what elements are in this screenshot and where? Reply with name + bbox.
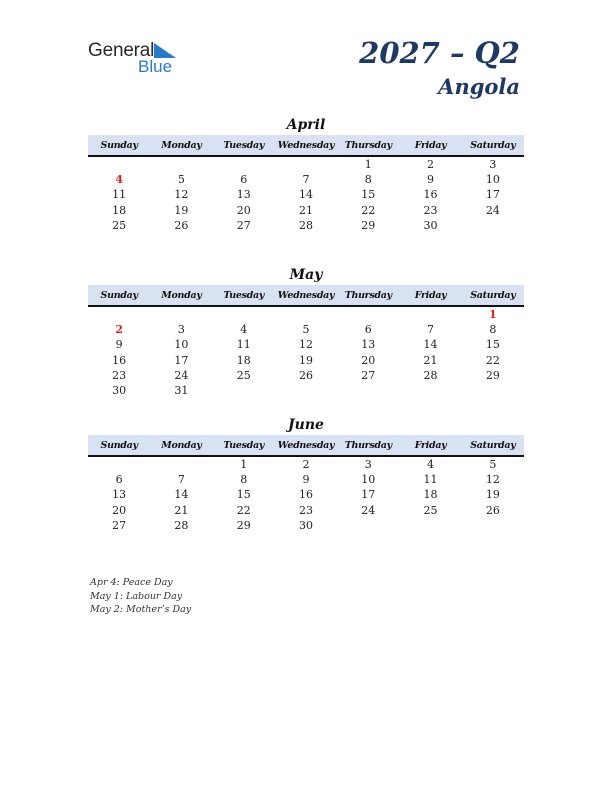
empty-day-cell	[150, 307, 212, 322]
month-title: April	[286, 117, 326, 133]
week-row	[88, 187, 524, 202]
weekday-label: Tuesday	[223, 140, 265, 151]
day-cell: 28	[298, 218, 313, 232]
month-april	[88, 116, 524, 233]
day-cell: 7	[177, 473, 185, 487]
weekday-label: Thursday	[344, 290, 392, 301]
day-cell: 25	[112, 218, 127, 232]
day-cell: 13	[361, 338, 376, 352]
day-cell: 9	[302, 473, 310, 487]
weekday-label: Saturday	[470, 290, 516, 301]
week-row	[88, 322, 524, 337]
weekday-label: Sunday	[100, 140, 138, 151]
day-cell: 8	[240, 473, 248, 487]
day-cell: 18	[236, 353, 251, 367]
day-cell: 26	[485, 503, 500, 517]
day-cell: 26	[298, 368, 313, 382]
empty-day-cell	[88, 157, 150, 172]
week-row	[88, 337, 524, 352]
day-cell: 13	[236, 188, 251, 202]
day-cell: 15	[485, 338, 500, 352]
day-cell: 12	[174, 188, 189, 202]
day-cell: 21	[298, 203, 313, 217]
day-cell: 27	[236, 218, 251, 232]
month-title: June	[288, 417, 324, 433]
day-cell: 6	[115, 473, 123, 487]
holiday-note: Apr 4: Peace Day	[90, 577, 173, 588]
empty-day-cell	[462, 218, 524, 233]
holiday-note: May 2: Mother’s Day	[90, 604, 192, 615]
day-cell: 19	[485, 488, 500, 502]
day-cell: 28	[423, 368, 438, 382]
day-cell: 6	[240, 173, 248, 187]
day-cell: 27	[112, 518, 127, 532]
day-cell: 8	[364, 173, 372, 187]
day-cell: 7	[302, 173, 310, 187]
weekday-label: Monday	[161, 440, 202, 451]
day-cell: 30	[112, 383, 127, 397]
day-cell: 14	[298, 188, 313, 202]
weekday-label: Sunday	[100, 290, 138, 301]
week-row	[88, 457, 524, 472]
day-cell: 2	[427, 158, 435, 171]
weekday-label: Friday	[414, 440, 447, 451]
day-cell: 20	[361, 353, 376, 367]
day-cell: 21	[423, 353, 438, 367]
weekday-label: Tuesday	[223, 290, 265, 301]
day-cell: 9	[115, 338, 123, 352]
weekday-header-row	[88, 135, 524, 157]
week-row	[88, 368, 524, 383]
empty-day-cell	[213, 307, 275, 322]
day-cell: 22	[236, 503, 251, 517]
day-cell: 29	[361, 218, 376, 232]
day-cell: 30	[423, 218, 438, 232]
day-cell: 19	[174, 203, 189, 217]
day-cell: 12	[485, 473, 500, 487]
weekday-header-row	[88, 285, 524, 307]
week-row	[88, 518, 524, 533]
weekday-label: Monday	[161, 290, 202, 301]
day-cell: 3	[489, 158, 497, 171]
month-june	[88, 416, 524, 533]
empty-day-cell	[213, 157, 275, 172]
empty-day-cell	[275, 307, 337, 322]
day-cell: 24	[361, 503, 376, 517]
month-may	[88, 266, 524, 398]
weekday-label: Monday	[161, 140, 202, 151]
day-cell: 19	[298, 353, 313, 367]
day-cell: 16	[112, 353, 127, 367]
day-cell: 7	[427, 323, 435, 337]
day-cell: 26	[174, 218, 189, 232]
weekday-label: Friday	[414, 290, 447, 301]
day-cell: 15	[236, 488, 251, 502]
empty-day-cell	[462, 383, 524, 398]
day-cell: 2	[302, 458, 310, 471]
logo-blue-text: Blue	[138, 57, 173, 76]
day-cell: 13	[112, 488, 127, 502]
weekday-header-row	[88, 435, 524, 457]
day-cell: 12	[298, 338, 313, 352]
day-cell: 5	[489, 458, 497, 471]
month-title: May	[289, 267, 323, 283]
day-cell: 1	[364, 158, 372, 171]
day-cell: 17	[361, 488, 376, 502]
weekday-label: Saturday	[470, 140, 516, 151]
holiday-notes	[90, 576, 191, 617]
day-cell: 29	[236, 518, 251, 532]
week-row	[88, 487, 524, 502]
empty-day-cell	[462, 518, 524, 533]
day-cell: 24	[174, 368, 189, 382]
week-row	[88, 353, 524, 368]
empty-day-cell	[337, 307, 399, 322]
empty-day-cell	[399, 383, 461, 398]
day-cell: 21	[174, 503, 189, 517]
day-cell: 9	[427, 173, 435, 187]
week-row	[88, 383, 524, 398]
day-cell: 15	[361, 188, 376, 202]
day-cell: 5	[302, 323, 310, 337]
weekday-label: Wednesday	[277, 140, 335, 151]
weekday-label: Thursday	[344, 440, 392, 451]
day-cell: 8	[489, 323, 497, 337]
empty-day-cell	[150, 157, 212, 172]
day-cell: 28	[174, 518, 189, 532]
day-cell: 23	[298, 503, 313, 517]
day-cell: 22	[485, 353, 500, 367]
day-cell: 18	[423, 488, 438, 502]
day-cell: 4	[427, 458, 435, 471]
week-row	[88, 503, 524, 518]
empty-day-cell	[337, 383, 399, 398]
day-cell: 11	[236, 338, 251, 352]
weekday-label: Friday	[414, 140, 447, 151]
weekday-label: Sunday	[100, 440, 138, 451]
day-cell: 23	[423, 203, 438, 217]
day-cell: 29	[485, 368, 500, 382]
logo-triangle-icon	[154, 43, 176, 58]
empty-day-cell	[275, 383, 337, 398]
day-cell: 10	[174, 338, 189, 352]
logo-general-text: General	[88, 40, 155, 61]
day-cell: 17	[485, 188, 500, 202]
day-cell: 14	[423, 338, 438, 352]
page-title: 2027 – Q2	[359, 36, 520, 70]
country-name: Angola	[438, 74, 520, 99]
holiday-note: May 1: Labour Day	[90, 590, 183, 602]
empty-day-cell	[399, 307, 461, 322]
day-cell: 16	[298, 488, 313, 502]
day-cell: 5	[177, 173, 185, 187]
empty-day-cell	[399, 518, 461, 533]
day-cell: 11	[112, 188, 127, 202]
day-cell: 3	[364, 458, 372, 471]
day-cell: 30	[298, 518, 313, 532]
day-cell: 6	[364, 323, 372, 337]
empty-day-cell	[337, 518, 399, 533]
day-cell: 17	[174, 353, 189, 367]
week-row	[88, 157, 524, 172]
day-cell: 10	[485, 173, 500, 187]
day-cell: 22	[361, 203, 376, 217]
day-cell: 14	[174, 488, 189, 502]
empty-day-cell	[150, 457, 212, 472]
weekday-label: Wednesday	[277, 440, 335, 451]
day-cell: 3	[177, 323, 185, 337]
weekday-label: Tuesday	[223, 440, 265, 451]
day-cell: 25	[423, 503, 438, 517]
empty-day-cell	[275, 157, 337, 172]
weekday-label: Saturday	[470, 440, 516, 451]
day-cell: 20	[112, 503, 127, 517]
week-row	[88, 218, 524, 233]
empty-day-cell	[213, 383, 275, 398]
weekday-label: Thursday	[344, 140, 392, 151]
empty-day-cell	[88, 307, 150, 322]
day-cell: 2	[115, 323, 123, 337]
week-row	[88, 172, 524, 187]
logo	[88, 40, 173, 76]
day-cell: 1	[489, 308, 497, 321]
day-cell: 16	[423, 188, 438, 202]
day-cell: 4	[240, 323, 248, 337]
day-cell: 1	[240, 458, 248, 471]
day-cell: 31	[174, 383, 189, 397]
day-cell: 11	[423, 473, 438, 487]
day-cell: 18	[112, 203, 127, 217]
day-cell: 20	[236, 203, 251, 217]
day-cell: 24	[485, 203, 500, 217]
weekday-label: Wednesday	[277, 290, 335, 301]
day-cell: 10	[361, 473, 376, 487]
day-cell: 25	[236, 368, 251, 382]
week-row	[88, 307, 524, 322]
week-row	[88, 472, 524, 487]
empty-day-cell	[88, 457, 150, 472]
day-cell: 27	[361, 368, 376, 382]
week-row	[88, 203, 524, 218]
day-cell: 4	[115, 173, 123, 187]
day-cell: 23	[112, 368, 127, 382]
